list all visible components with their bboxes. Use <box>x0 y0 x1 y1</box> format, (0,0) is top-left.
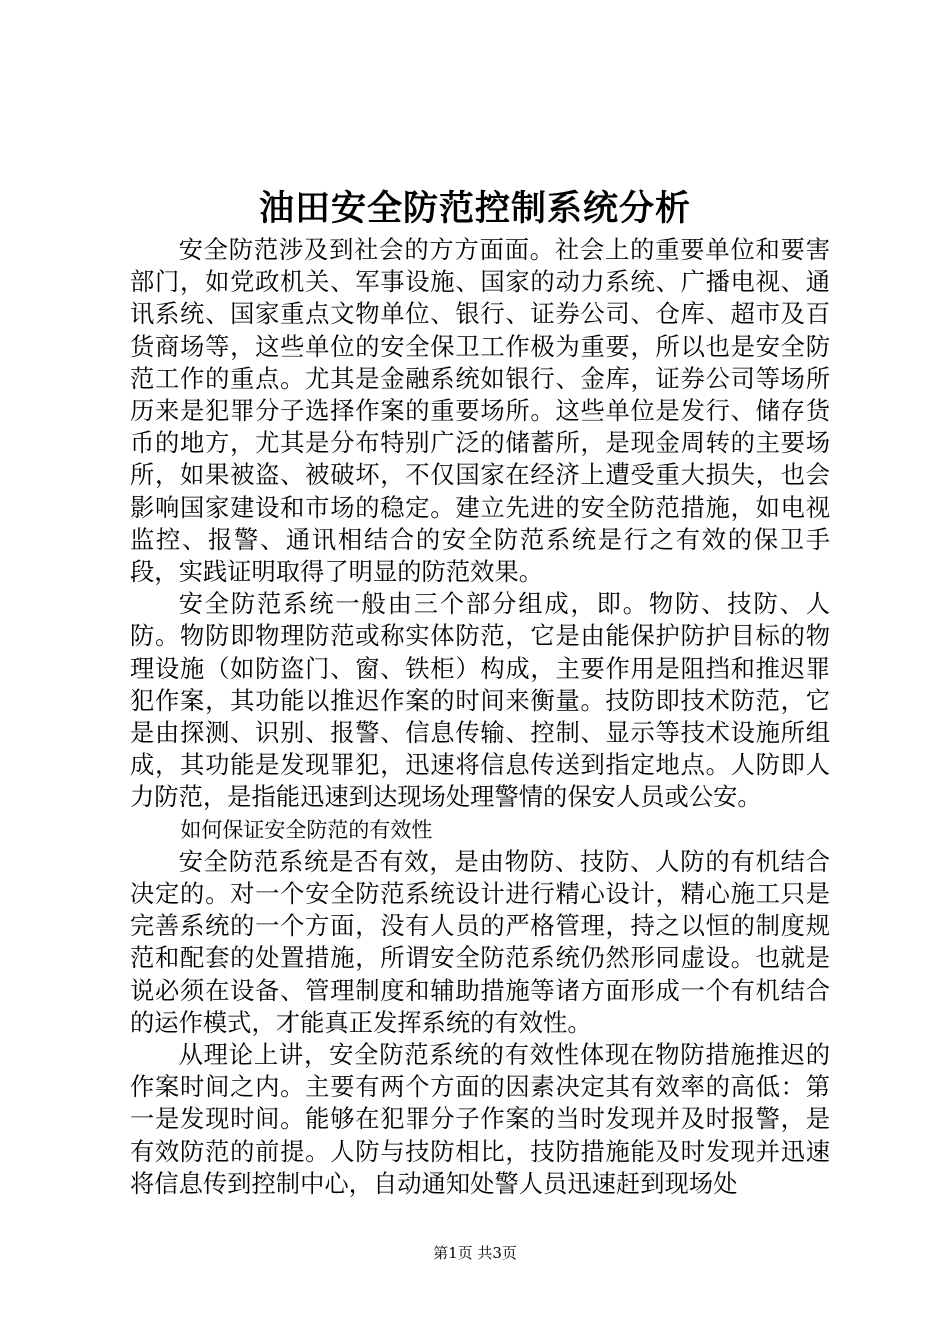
paragraph-1: 安全防范涉及到社会的方方面面。社会上的重要单位和要害部门，如党政机关、军事设施、国家的动力系统、广播电视、通讯系统、国家重点文物单位、银行、证券公司、仓库、超市及百货商场等，这些单位的安全保卫工作极为重要，所以也是安全防范工作的重点。尤其是金融系统如银行、金库，证券公司等场所历来是犯罪分子选择作案的重要场所。这些单位是发行、储存货币的地方，尤其是分布特别广泛的储蓄所，是现金周转的主要场所，如果被盗、被破坏，不仅国家在经济上遭受重大损失，也会影响国家建设和市场的稳定。建立先进的安全防范措施，如电视监控、报警、通讯相结合的安全防范系统是行之有效的保卫手段，实践证明取得了明显的防范效果。 <box>130 235 830 587</box>
paragraph-2: 安全防范系统一般由三个部分组成，即。物防、技防、人防。物防即物理防范或称实体防范，它是由能保护防护目标的物理设施（如防盗门、窗、铁柜）构成，主要作用是阻挡和推迟罪犯作案，其功能以推迟作案的时间来衡量。技防即技术防范，它是由探测、识别、报警、信息传输、控制、显示等技术设施所组成，其功能是发现罪犯，迅速将信息传送到指定地点。人防即人力防范，是指能迅速到达现场处理警情的保安人员或公安。 <box>130 589 830 812</box>
document-title: 油田安全防范控制系统分析 <box>258 188 691 229</box>
document-body <box>130 234 830 1200</box>
paragraph-3: 安全防范系统是否有效，是由物防、技防、人防的有机结合决定的。对一个安全防范系统设计进行精心设计，精心施工只是完善系统的一个方面，没有人员的严格管理，持之以恒的制度规范和配套的处置措施，所谓安全防范系统仍然形同虚设。也就是说必须在设备、管理制度和辅助措施等诸方面形成一个有机结合的运作模式，才能真正发挥系统的有效性。 <box>130 846 830 1037</box>
paragraph-4: 从理论上讲，安全防范系统的有效性体现在物防措施推迟的作案时间之内。主要有两个方面的因素决定其有效率的高低：第一是发现时间。能够在犯罪分子作案的当时发现并及时报警，是有效防范的前提。人防与技防相比，技防措施能及时发现并迅速将信息传到控制中心，自动通知处警人员迅速赶到现场处 <box>130 1040 830 1198</box>
page-footer: 第1页 共3页 <box>433 1244 517 1262</box>
section-heading: 如何保证安全防范的有效性 <box>180 817 433 842</box>
